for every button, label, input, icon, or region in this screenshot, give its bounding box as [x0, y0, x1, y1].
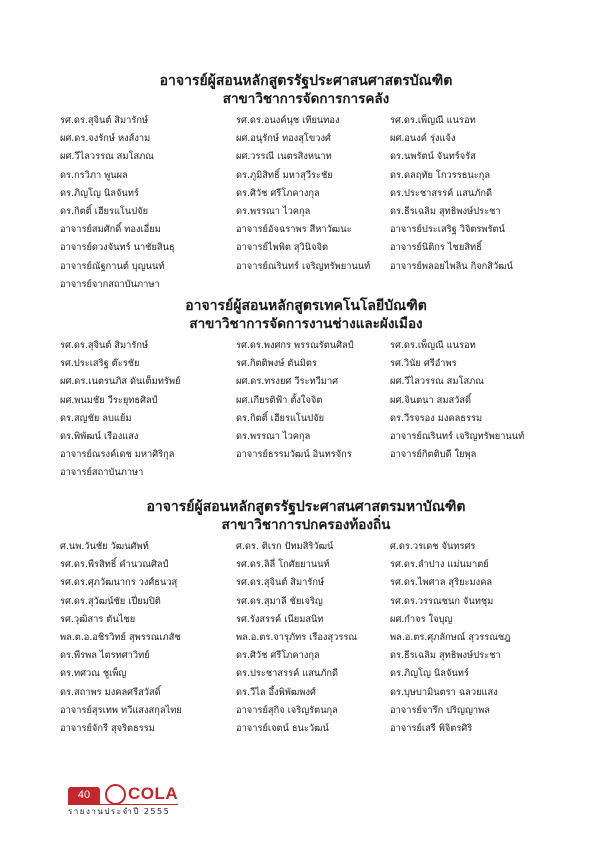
instructor-name: รศ.ดร.พงศกร พรรณรัตนศิลป์: [236, 340, 354, 351]
instructor-name: รศ.ดร.วรรณชนก จันทชุม: [390, 595, 494, 607]
page-footer: [66, 773, 206, 833]
section-title: อาจารย์ผู้สอนหลักสูตรเทคโนโลยีบัณฑิต: [185, 298, 427, 314]
instructor-name: อาจารย์จารึก ปริญญาพล: [390, 704, 490, 716]
empty-cell: [390, 276, 552, 294]
instructor-name: ดร.กิตติ์ เฮียรแโนปจัย: [236, 412, 325, 424]
instructor-list: [60, 112, 552, 294]
instructor-name: ผศ.อนุรักษ์ ทองสุโขวงศ์: [236, 133, 331, 145]
instructor-name: รศ.ดร.สุจินต์ สิมารักษ์: [60, 340, 149, 351]
instructor-list: [60, 538, 552, 738]
instructor-name: ดร.พิพัฒน์ เรืองแสง: [60, 431, 139, 443]
instructor-name: รศ.ดร.สุจินต์ สิมารักษ์: [236, 577, 325, 589]
instructor-name: ดร.นพรัตน์ จันทร์จรัส: [390, 151, 476, 163]
instructor-name: ดร.พรรณา ไวคกุล: [236, 431, 311, 443]
instructor-name: ดร.พีรพล ไตรทศาวิทย์: [60, 650, 150, 662]
instructor-name: รศ.ดร.สุวัฒน์ชัย เปี่ยมปิติ: [60, 595, 161, 607]
instructor-name: พล.อ.ตร.ศุภลักษณ์ สุวรรณชฎ: [390, 632, 511, 644]
instructor-name: ดร.กิตติ์ เฮียรแโนปจัย: [60, 206, 149, 218]
instructor-name: ดร.วีไล อึ้งพิพัฒพงศ์: [236, 686, 316, 698]
instructor-name: ดร.ธีรเฉลิม สุทธิพงษ์ประชา: [390, 206, 501, 218]
instructor-name: ดร.ประชาสรรค์ แสนภักดี: [236, 668, 339, 680]
instructor-name: อาจารย์สมศักดิ์ ทองเอี่ยม: [60, 224, 161, 236]
empty-cell: [236, 464, 390, 482]
instructor-name: อาจารย์พลอยไพลิน กิจกสิวัฒน์: [390, 260, 513, 272]
instructor-name: ดร.ภูมิสิทธิ์ มหาสุวีระชัย: [236, 169, 333, 181]
instructor-name: อาจารย์กิตติบดี ใยพุล: [390, 449, 477, 461]
instructor-name: รศ.ดร.อนงค์นุช เทียนทอง: [236, 115, 340, 126]
instructor-name: พล.อ.ตร.จารุภัทร เรืองสุวรรณ: [236, 632, 357, 644]
section-engineering-management: [60, 297, 552, 483]
section-title: อาจารย์ผู้สอนหลักสูตรรัฐประศาสนศาสตรบัณฑิต: [159, 73, 453, 89]
instructor-name: รศ.ดร.ศุภวัฒนากร วงศ์ธนวสุ: [60, 577, 178, 589]
instructor-name: ผศ.ดร.จงรักษ์ หงส์งาม: [60, 133, 151, 145]
instructor-name: ดร.สถาพร มงคลศรีสวัสดิ์: [60, 686, 161, 698]
section-subtitle: สาขาวิชาการจัดการงานช่างและผังเมือง: [189, 316, 423, 332]
section-fiscal-management: [60, 72, 552, 294]
section-local-government: [60, 498, 552, 738]
instructor-name: รศ.ดร.สุมาลี ชัยเจริญ: [236, 595, 323, 607]
cola-logo: COLA: [128, 784, 179, 803]
instructor-name: ดร.ภิญโญ นิลจันทร์: [390, 668, 469, 680]
instructor-name: ผศ.อนงค์ รุ่งแจ้ง: [390, 133, 456, 145]
instructor-name: อาจารย์ณัฐกานต์ บุญนนท์: [60, 260, 165, 272]
instructor-name: ศ.ดร. ติเรก ปัทมสิริวัฒน์: [236, 541, 334, 552]
section-subtitle: สาขาวิชาการปกครองท้องถิ่น: [221, 517, 391, 533]
instructor-name: ผศ.กำจร ใจบุญ: [390, 613, 453, 625]
instructor-name: ผศ.จินตนา สมสวัสดิ์: [390, 394, 472, 406]
instructor-name: ศ.นพ.วันชัย วัฒนศัพท์: [60, 541, 149, 552]
instructor-name: ดร.ภิญโญ นิลจันทร์: [60, 187, 139, 199]
instructor-name: รศ.ดร.ไพศาล สุริยะมงคล: [390, 577, 493, 589]
instructor-name: ดร.ศิวัช ศรีโภคางกุล: [236, 650, 320, 662]
instructor-name: อาจารย์ณรงค์เดช มหาศิริกุล: [60, 449, 175, 461]
instructor-name: ศ.ดร.วรเดช จันทรศร: [390, 541, 476, 552]
section-title: อาจารย์ผู้สอนหลักสูตรรัฐประศาสนศาสตรมหาบัณฑิต: [146, 499, 466, 515]
instructor-name: อาจารย์ณรินทร์ เจริญทรัพยานนท์: [236, 260, 371, 272]
instructor-name: ดร.พรรณา ไวคกุล: [236, 206, 311, 218]
instructor-name: อาจารย์จากสถาบันภาษา: [60, 278, 160, 290]
instructor-name: ดร.ธีรเฉลิม สุทธิพงษ์ประชา: [390, 650, 501, 662]
cola-seal-icon: [105, 784, 126, 805]
instructor-name: ผศ.วรรณี เนตรสิงหนาท: [236, 151, 332, 163]
instructor-name: รศ.วินัย ศรีอำพร: [390, 358, 457, 370]
empty-cell: [236, 276, 390, 294]
section-subtitle: สาขาวิชาการจัดการการคลัง: [222, 91, 390, 107]
instructor-name: อาจารย์อัจฉราพร สีหาวัฒนะ: [236, 224, 352, 236]
instructor-name: อาจารย์จักรี สุจริตธรรม: [60, 723, 155, 735]
instructor-name: อาจารย์สุกิจ เจริญรัตนกุล: [236, 704, 338, 716]
instructor-name: รศ.ดร.พีรสิทธิ์ คำนวณศิลป์: [60, 559, 169, 571]
instructor-name: ผศ.พนมชัย วีระยุทธศิลป์: [60, 394, 158, 406]
instructor-name: ดร.ศิวัช ศรีโภคางกุล: [236, 187, 320, 199]
empty-cell: [390, 464, 552, 482]
instructor-name: ดร.บุษบามินตรา ฉลวยแสง: [390, 686, 498, 698]
instructor-name: อาจารย์ประเสริฐ วิจิตรพรัตน์: [390, 224, 505, 236]
instructor-name: ผศ.ดร.ทรงยศ วีระทวีมาศ: [236, 376, 339, 388]
instructor-name: ดร.วีรจรอง มงคลธรรม: [390, 412, 483, 424]
instructor-name: รศ.ประเสริฐ ต๊ะรชัย: [60, 358, 140, 370]
instructor-name: ดร.ทศวณ ชูเพ็ญ: [60, 668, 127, 680]
instructor-name: พล.ต.อ.อชิรวิทย์ สุพรรณเภสัช: [60, 632, 181, 644]
instructor-name: รศ.รังสรรค์ เนียมสนิท: [236, 613, 324, 625]
instructor-name: รศ.ดร.ลิลี่ โกศัยยานนท์: [236, 559, 330, 571]
instructor-name: รศ.ดร.เพ็ญณี แนรอท: [390, 340, 476, 351]
instructor-name: ดร.ประชาสรรค์ แสนภักดี: [390, 187, 493, 199]
instructor-name: ผศ.วีไลวรรณ สมโสภณ: [390, 376, 484, 388]
instructor-name: รศ.วุฒิสาร ตันไชย: [60, 613, 136, 625]
footer-divider: [68, 804, 178, 805]
instructor-name: รศ.ดร.ลำปาง แม่นมาตย์: [390, 559, 489, 571]
instructor-name: อาจารย์เสรี พิจิตรศิริ: [390, 723, 473, 735]
instructor-name: ผศ.เกียรติฟ้า ตั้งใจจิต: [236, 394, 323, 406]
instructor-list: [60, 337, 552, 483]
instructor-name: อาจารย์ธรรมวัฒน์ อินทรจักร: [236, 449, 352, 461]
instructor-name: ดร.กรวิภา พูนผล: [60, 169, 128, 181]
instructor-name: รศ.กิตติพงษ์ ตันมิตร: [236, 358, 317, 370]
instructor-name: อาจารย์ไพพิต สุวินิจจิต: [236, 242, 329, 254]
instructor-name: รศ.ดร.เพ็ญณี แนรอท: [390, 115, 476, 126]
instructor-name: ผศ.ดร.เนตรนภิส ดันเต็มทรัพย์: [60, 376, 181, 388]
instructor-name: อาจารย์สถาบันภาษา: [60, 467, 144, 479]
instructor-name: ผศ.วีไลวรรณ สมโสภณ: [60, 151, 154, 163]
instructor-name: ดร.ดลฤทัย โกวรรธนะกุล: [390, 169, 491, 181]
instructor-name: อาจารย์ดวงจันทร์ นาชัยสินธุ: [60, 242, 175, 254]
page-number: 40: [68, 787, 100, 804]
report-label: รายงานประจำปี 2555: [68, 807, 171, 816]
instructor-name: รศ.ดร.สุจินต์ สิมารักษ์: [60, 115, 149, 126]
instructor-name: อาจารย์ณรินทร์ เจริญทรัพยานนท์: [390, 431, 525, 443]
instructor-name: อาจารย์นิติกร ไชยสิทธิ์: [390, 242, 482, 254]
instructor-name: อาจารย์สุรเทพ ทวีแสงสกุลไทย: [60, 704, 182, 716]
instructor-name: ดร.สญชัย ลบแย้ม: [60, 412, 132, 424]
instructor-name: อาจารย์เจตน์ ธนะวัฒน์: [236, 723, 329, 735]
